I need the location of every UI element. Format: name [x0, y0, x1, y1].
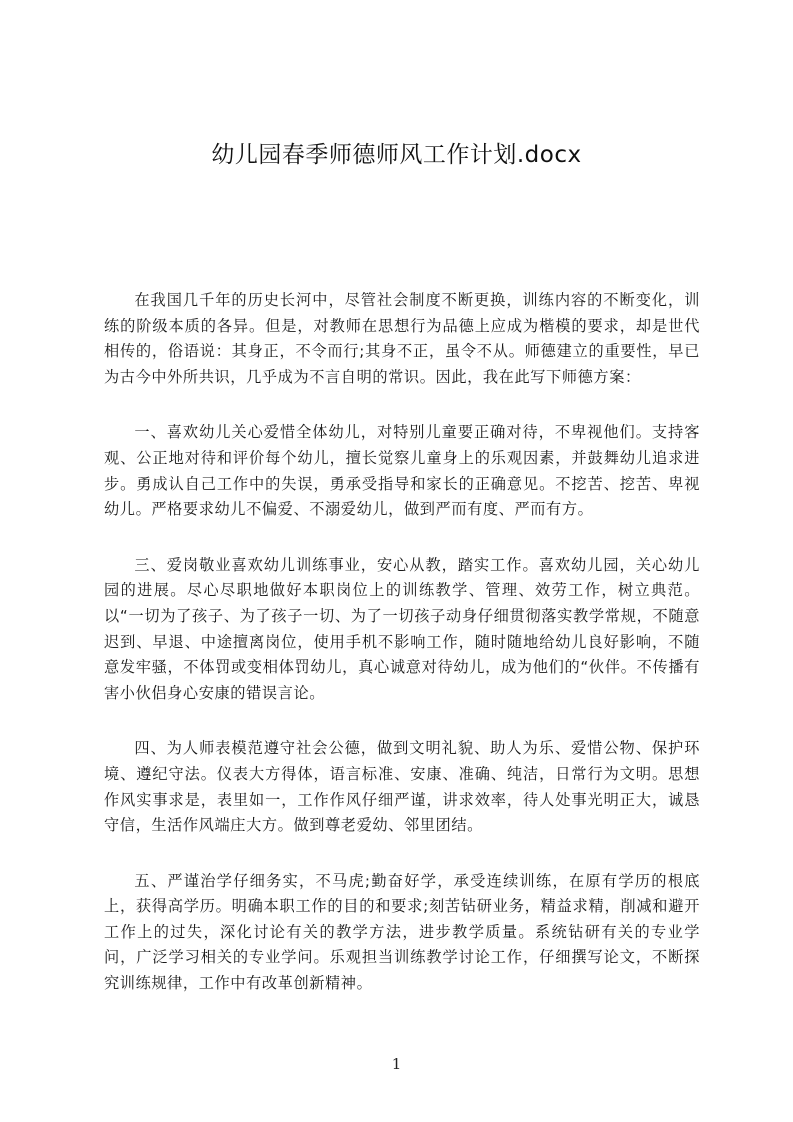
paragraph-section-3: 三、爱岗敬业喜欢幼儿训练事业，安心从教，踏实工作。喜欢幼儿园，关心幼儿园的进展。尽心尽职地做好本职岗位上的训练教学、管理、效劳工作，树立典范。以“一切为了孩子、为了孩子一切、为了一切孩子动身仔细贯彻落实教学常规，不随意迟到、早退、中途擅离岗位，使用手机不影响工作，随时随地给幼儿良好影响，不随意发牢骚，不体罚或变相体罚幼儿，真心诚意对待幼儿，成为他们的“伙伴。不传播有害小伙侣身心安康的错误言论。	[104, 555, 700, 702]
paragraph-section-1: 一、喜欢幼儿关心爱惜全体幼儿，对特别儿童要正确对待，不卑视他们。支持客观、公正地对待和评价每个幼儿，擅长觉察儿童身上的乐观因素，并鼓舞幼儿追求进步。勇成认自己工作中的失误，勇承受指导和家长的正确意见。不挖苦、挖苦、卑视幼儿。严格要求幼儿不偏爱、不溺爱幼儿，做到严而有度、严而有方。	[104, 423, 700, 519]
paragraph-section-4: 四、为人师表模范遵守社会公德，做到文明礼貌、助人为乐、爱惜公物、保护环境、遵纪守法。仪表大方得体，语言标准、安康、准确、纯洁，日常行为文明。思想作风实事求是，表里如一，工作作风仔细严谨，讲求效率，待人处事光明正大，诚恳守信，生活作风端庄大方。做到尊老爱幼、邻里团结。	[104, 739, 700, 835]
document-title: 幼儿园春季师德师风工作计划.docx	[211, 142, 582, 168]
page-number: 1	[391, 1055, 402, 1073]
document-body	[104, 288, 700, 1027]
paragraph-intro: 在我国几千年的历史长河中，尽管社会制度不断更换，训练内容的不断变化，训练的阶级本质的各异。但是，对教师在思想行为品德上应成为楷模的要求，却是世代相传的，俗语说：其身正，不令而行;其身不正，虽令不从。师德建立的重要性，早已为古今中外所共识，几乎成为不言自明的常识。因此，我在此写下师德方案：	[104, 291, 700, 386]
paragraph-section-5: 五、严谨治学仔细务实，不马虎;勤奋好学，承受连续训练，在原有学历的根底上，获得高学历。明确本职工作的目的和要求;刻苦钻研业务，精益求精，削减和避开工作上的过失，深化讨论有关的教学方法，进步教学质量。系统钻研有关的专业学问，广泛学习相关的专业学问。乐观担当训练教学讨论工作，仔细撰写论文，不断探究训练规律，工作中有改革创新精神。	[104, 871, 700, 993]
